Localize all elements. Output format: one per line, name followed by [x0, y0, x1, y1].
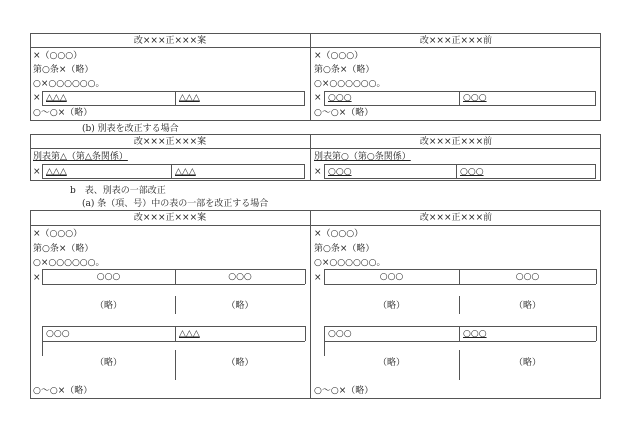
t3-right-ryaku1: （略） — [377, 301, 405, 311]
t1-right-cell2: ○○○ — [463, 93, 487, 103]
t2-right-inner-divider — [456, 164, 457, 179]
t3-left-ryaku3: （略） — [94, 358, 122, 368]
t3-left-ryaku2: （略） — [226, 301, 254, 311]
heading-b: (b) 別表を改正する場合 — [82, 124, 179, 134]
t3-left-mid1: ○○○ — [46, 329, 70, 339]
t3-right-ryaku2: （略） — [513, 301, 541, 311]
t3-right-line1: ×（○○○） — [314, 229, 364, 239]
t3-left-mid2: △△△ — [179, 329, 200, 339]
t3-left-col-rule-e — [42, 326, 43, 356]
table1-header-left: 改×××正×××案 — [133, 36, 207, 46]
t3-left-top-rule — [42, 269, 305, 270]
table2-header-left: 改×××正×××案 — [133, 137, 207, 147]
t3-right-row-mark: × — [314, 273, 322, 283]
t1-right-inner-table — [324, 91, 596, 106]
t1-right-line5: ○～○×（略） — [314, 108, 374, 118]
table2-header-rule — [30, 148, 601, 149]
t3-right-col-rule-g — [596, 326, 597, 341]
t3-right-mid1: ○○○ — [328, 329, 352, 339]
t2-left-title: 別表第△（第△条関係） — [33, 152, 128, 162]
t1-right-line1: ×（○○○） — [314, 51, 364, 61]
t3-left-line1: ×（○○○） — [33, 229, 83, 239]
t3-right-head1: ○○○ — [379, 272, 404, 282]
heading-b2: b 表、別表の一部改正 — [70, 186, 166, 196]
t3-left-head1: ○○○ — [96, 272, 121, 282]
table1-header-rule — [30, 47, 601, 48]
t3-left-head2: ○○○ — [228, 272, 252, 282]
t3-left-row-mark: × — [33, 273, 41, 283]
t3-right-ryaku4: （略） — [513, 358, 541, 368]
t3-left-last: ○～○×（略） — [33, 386, 93, 396]
t3-right-ryaku3: （略） — [377, 358, 405, 368]
t1-left-cell1: △△△ — [46, 93, 67, 103]
t1-left-line5: ○～○×（略） — [33, 108, 93, 118]
t1-left-inner-table — [42, 91, 305, 106]
table3-header-left: 改×××正×××案 — [133, 213, 207, 223]
t3-right-top-rule — [324, 269, 596, 270]
t3-left-line2: 第○条×（略） — [33, 244, 94, 254]
t1-right-line2: 第○条×（略） — [314, 65, 375, 75]
t3-left-head-rule — [42, 284, 305, 285]
t3-right-col-rule-f — [459, 326, 460, 341]
table1-header-right: 改×××正×××前 — [419, 36, 493, 46]
t1-left-line1: ×（○○○） — [33, 51, 83, 61]
t2-left-inner-table — [42, 164, 305, 179]
table3-header-right: 改×××正×××前 — [419, 213, 493, 223]
t3-left-mid-top-rule — [42, 326, 305, 327]
t3-right-line3: ○×○○○○○○。 — [314, 258, 386, 268]
t3-right-last: ○～○×（略） — [314, 386, 374, 396]
t3-right-mid2: ○○○ — [463, 329, 487, 339]
table2-header-right: 改×××正×××前 — [419, 137, 493, 147]
t3-right-head2: ○○○ — [515, 272, 540, 282]
t1-right-line3: ○×○○○○○○。 — [314, 79, 386, 89]
heading-a: (a) 条（項、号）中の表の一部を改正する場合 — [82, 199, 269, 209]
t1-right-row-mark: × — [314, 93, 322, 103]
table3-divider — [310, 210, 311, 399]
t3-left-ryaku4: （略） — [226, 358, 254, 368]
t3-right-mid-top-rule — [324, 326, 596, 327]
t1-left-cell2: △△△ — [179, 93, 200, 103]
t2-left-cell2: △△△ — [175, 167, 196, 177]
t1-left-line3: ○×○○○○○○。 — [33, 79, 105, 89]
t1-left-line2: 第○条×（略） — [33, 65, 94, 75]
t3-right-head-rule — [324, 284, 596, 285]
table3-header-rule — [30, 225, 601, 226]
t3-left-col-rule-g — [305, 326, 306, 341]
t2-right-row-mark: × — [314, 167, 322, 177]
t3-left-ryaku1: （略） — [94, 301, 122, 311]
t1-right-inner-divider — [459, 91, 460, 106]
t3-right-line2: 第○条×（略） — [314, 244, 375, 254]
t2-right-title: 別表第○（第○条関係） — [314, 152, 411, 162]
t3-left-col-rule-f — [175, 326, 176, 341]
t3-left-mid-bottom-rule — [42, 341, 305, 342]
t2-right-cell2: ○○○ — [460, 167, 484, 177]
t1-left-inner-divider — [175, 91, 176, 106]
t3-right-col-rule-e — [324, 326, 325, 356]
t2-right-cell1: ○○○ — [328, 167, 352, 177]
t2-left-row-mark: × — [33, 167, 41, 177]
t1-right-cell1: ○○○ — [328, 93, 352, 103]
t2-left-inner-divider — [171, 164, 172, 179]
t2-left-cell1: △△△ — [46, 167, 67, 177]
t3-right-col-rule-c — [596, 269, 597, 284]
t1-left-row-mark: × — [33, 93, 41, 103]
t3-left-line3: ○×○○○○○○。 — [33, 258, 105, 268]
t3-right-mid-bottom-rule — [324, 341, 596, 342]
t3-left-col-rule-c — [305, 269, 306, 284]
